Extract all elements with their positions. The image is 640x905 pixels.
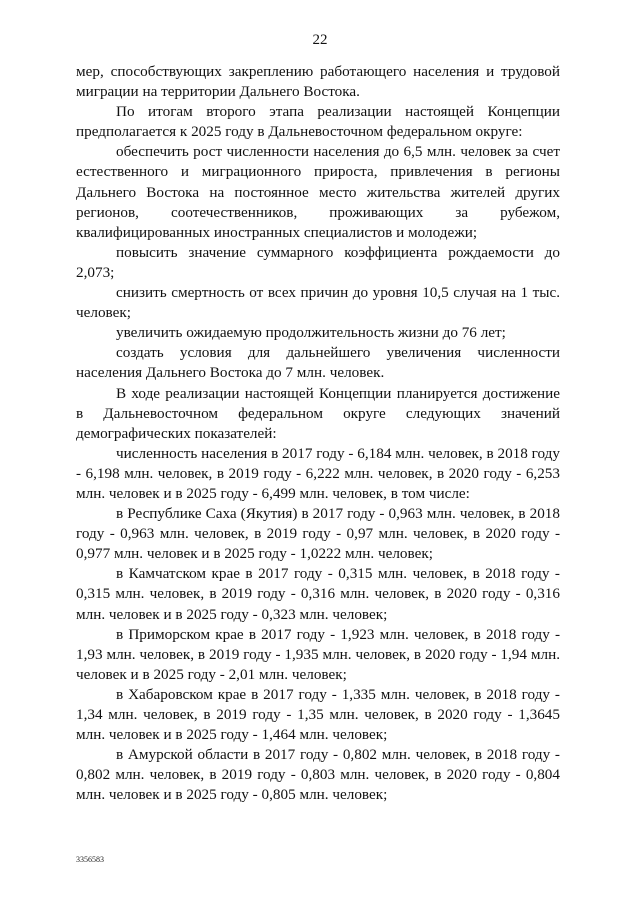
- paragraph: По итогам второго этапа реализации настоящей Концепции предполагается к 2025 году в Дальневосточном федеральном округе:: [76, 103, 560, 141]
- paragraph: в Амурской области в 2017 году - 0,802 млн. человек, в 2018 году - 0,802 млн. человек, в 2019 году - 0,803 млн. человек, в 2020 году - 0,804 млн. человек и в 2025 году - 0,805 млн. человек;: [76, 746, 560, 804]
- paragraph: в Республике Саха (Якутия) в 2017 году - 0,963 млн. человек, в 2018 году - 0,963 млн. человек, в 2019 году - 0,97 млн. человек, в 2020 году - 0,977 млн. человек и в 2025 году - 1,0222 млн. человек;: [76, 505, 560, 563]
- paragraph: мер, способствующих закреплению работающего населения и трудовой миграции на территории Дальнего Востока.: [76, 63, 560, 101]
- paragraph: в Хабаровском крае в 2017 году - 1,335 млн. человек, в 2018 году - 1,34 млн. человек, в 2019 году - 1,35 млн. человек, в 2020 году - 1,3645 млн. человек и в 2025 году - 1,464 млн. человек;: [76, 685, 560, 744]
- paragraph: обеспечить рост численности населения до 6,5 млн. человек за счет естественного и миграционного прироста, привлечения в регионы Дальнего Востока на постоянное место жительства жителей других регионов, соотечественников, проживающих за рубежом, квалифицированных иностранных специалистов и молодежи;: [76, 143, 560, 241]
- paragraph: увеличить ожидаемую продолжительность жизни до 76 лет;: [116, 324, 506, 342]
- paragraph: в Камчатском крае в 2017 году - 0,315 млн. человек, в 2018 году - 0,315 млн. человек, в 2019 году - 0,316 млн. человек, в 2020 году - 0,316 млн. человек и в 2025 году - 0,323 млн. человек;: [76, 565, 560, 623]
- page-number: 22: [312, 32, 328, 48]
- paragraph: снизить смертность от всех причин до уровня 10,5 случая на 1 тыс. человек;: [76, 284, 560, 322]
- paragraph: численность населения в 2017 году - 6,184 млн. человек, в 2018 году - 6,198 млн. человек, в 2019 году - 6,222 млн. человек, в 2020 году - 6,253 млн. человек и в 2025 году - 6,499 млн. человек, в том числе:: [76, 444, 560, 502]
- paragraph: создать условия для дальнейшего увеличения численности населения Дальнего Востока до 7 млн. человек.: [76, 344, 560, 382]
- paragraph: в Приморском крае в 2017 году - 1,923 млн. человек, в 2018 году - 1,93 млн. человек, в 2019 году - 1,935 млн. человек, в 2020 году - 1,94 млн. человек и в 2025 году - 2,01 млн. человек;: [76, 625, 560, 683]
- paragraph: В ходе реализации настоящей Концепции планируется достижение в Дальневосточном федеральном округе следующих значений демографических показателей:: [76, 384, 560, 442]
- paragraph: повысить значение суммарного коэффициента рождаемости до 2,073;: [76, 243, 560, 281]
- document-body: [76, 62, 560, 805]
- document-footer-code: 3356583: [76, 855, 104, 864]
